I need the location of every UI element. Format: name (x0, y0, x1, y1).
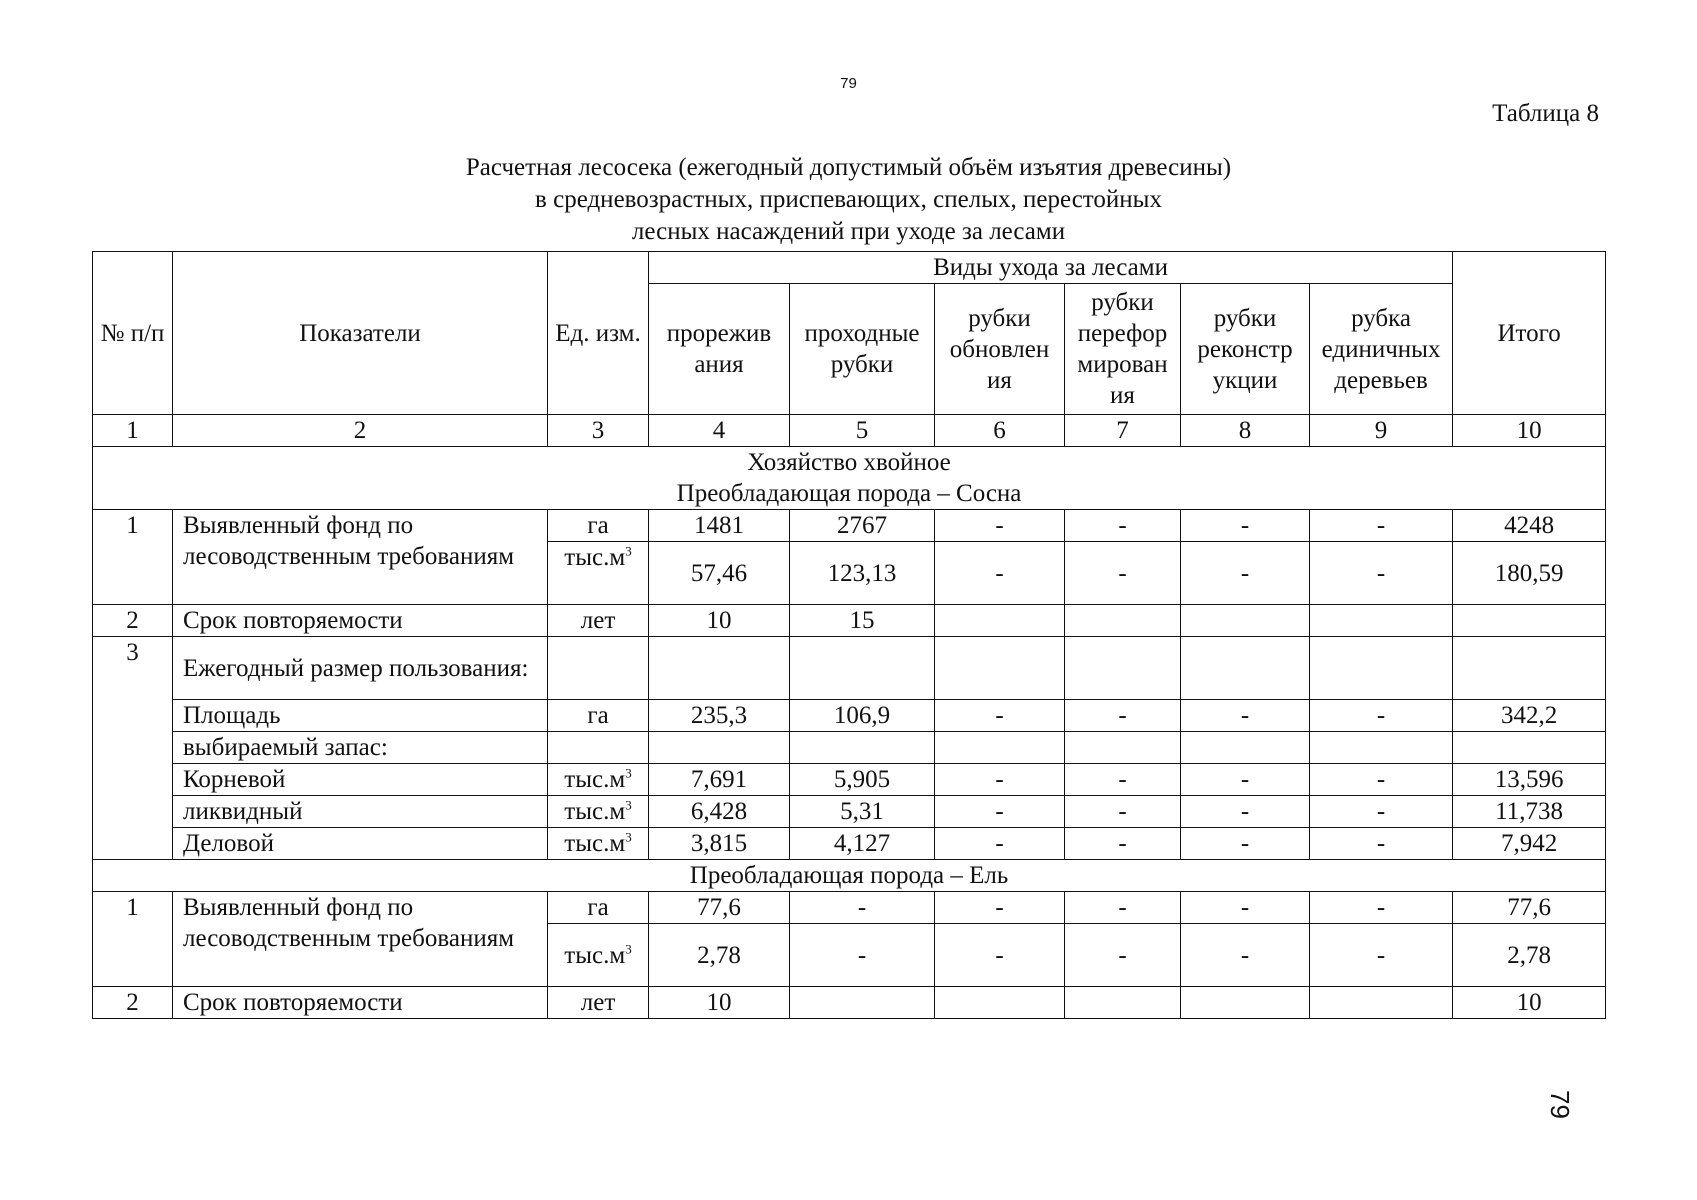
unit-cell: га (548, 892, 649, 924)
value-cell (790, 987, 935, 1019)
value-cell: - (1065, 924, 1181, 987)
value-cell: - (1065, 828, 1181, 860)
table-row (93, 764, 1606, 796)
row-label: Ежегодный размер пользования: (173, 637, 548, 700)
value-cell: 2,78 (1453, 924, 1606, 987)
value-cell: - (1310, 828, 1453, 860)
value-cell: - (1065, 700, 1181, 732)
value-cell: - (790, 892, 935, 924)
value-cell (935, 987, 1065, 1019)
value-cell (1181, 605, 1310, 637)
value-cell: - (1310, 764, 1453, 796)
value-cell (1181, 987, 1310, 1019)
section-farm: Хозяйство хвойное (747, 449, 951, 476)
row-label: Срок повторяемости (173, 987, 548, 1019)
value-cell (649, 732, 790, 764)
value-cell (1065, 605, 1181, 637)
value-cell: - (935, 892, 1065, 924)
header-col-renewal: рубки обновлен ия (935, 284, 1065, 415)
value-cell: - (1181, 828, 1310, 860)
row-label: Площадь (173, 700, 548, 732)
unit-cell (548, 764, 649, 796)
table-row (93, 700, 1606, 732)
value-cell (790, 732, 935, 764)
unit-cell: га (548, 700, 649, 732)
row-label: Срок повторяемости (173, 605, 548, 637)
unit-sup: 3 (625, 797, 632, 813)
page-number-side: 79 (1545, 1090, 1575, 1119)
row-num: 2 (93, 987, 173, 1019)
col-number: 8 (1181, 415, 1310, 447)
value-cell (1065, 987, 1181, 1019)
value-cell: - (935, 542, 1065, 605)
value-cell: - (1310, 924, 1453, 987)
value-cell: 4,127 (790, 828, 935, 860)
header-num: № п/п (93, 252, 173, 415)
unit-cell (548, 637, 649, 700)
unit-text: тыс.м (564, 544, 626, 571)
section-spruce: Преобладающая порода – Ель (93, 860, 1606, 892)
col-number: 5 (790, 415, 935, 447)
value-cell: 3,815 (649, 828, 790, 860)
col-number: 6 (935, 415, 1065, 447)
value-cell: 11,738 (1453, 796, 1606, 828)
value-cell: - (1181, 542, 1310, 605)
value-cell: 10 (649, 987, 790, 1019)
header-row (93, 252, 1606, 284)
col-number: 1 (93, 415, 173, 447)
col-number: 9 (1310, 415, 1453, 447)
value-cell: - (935, 828, 1065, 860)
section-pine: Преобладающая порода – Сосна (676, 480, 1022, 507)
value-cell (1310, 987, 1453, 1019)
value-cell: 13,596 (1453, 764, 1606, 796)
table-row (93, 605, 1606, 637)
value-cell (935, 637, 1065, 700)
value-cell: 342,2 (1453, 700, 1606, 732)
value-cell: 2,78 (649, 924, 790, 987)
value-cell: - (1065, 510, 1181, 542)
value-cell: 123,13 (790, 542, 935, 605)
unit-cell (548, 732, 649, 764)
section-row (93, 447, 1606, 510)
value-cell: - (1310, 796, 1453, 828)
value-cell: 2767 (790, 510, 935, 542)
value-cell: - (935, 700, 1065, 732)
value-cell (1453, 732, 1606, 764)
unit-sup: 3 (625, 543, 632, 559)
value-cell: - (1065, 796, 1181, 828)
header-col-single-trees: рубка единичных деревьев (1310, 284, 1453, 415)
value-cell: - (1310, 542, 1453, 605)
row-label: ликвидный (173, 796, 548, 828)
row-num: 2 (93, 605, 173, 637)
unit-cell: га (548, 510, 649, 542)
unit-cell (548, 796, 649, 828)
unit-sup: 3 (625, 829, 632, 845)
value-cell (1065, 732, 1181, 764)
value-cell (649, 637, 790, 700)
value-cell: 106,9 (790, 700, 935, 732)
header-unit: Ед. изм. (548, 252, 649, 415)
value-cell: 10 (649, 605, 790, 637)
value-cell: 7,942 (1453, 828, 1606, 860)
value-cell (1453, 605, 1606, 637)
value-cell: - (1181, 924, 1310, 987)
col-number: 4 (649, 415, 790, 447)
value-cell: - (1065, 764, 1181, 796)
value-cell (1310, 732, 1453, 764)
value-cell: 4248 (1453, 510, 1606, 542)
value-cell: 77,6 (1453, 892, 1606, 924)
value-cell: - (1181, 510, 1310, 542)
table-title (0, 152, 1697, 248)
row-num: 1 (93, 892, 173, 987)
unit-cell (548, 542, 649, 605)
value-cell: - (790, 924, 935, 987)
unit-text: тыс.м (564, 798, 626, 825)
table-row (93, 510, 1606, 542)
value-cell: - (935, 924, 1065, 987)
unit-cell (548, 924, 649, 987)
unit-cell: лет (548, 987, 649, 1019)
col-number: 7 (1065, 415, 1181, 447)
unit-sup: 3 (625, 941, 632, 957)
header-indicators: Показатели (173, 252, 548, 415)
value-cell: 57,46 (649, 542, 790, 605)
value-cell: 180,59 (1453, 542, 1606, 605)
table-row (93, 732, 1606, 764)
table-label: Таблица 8 (1492, 100, 1599, 127)
row-label: Корневой (173, 764, 548, 796)
value-cell: 5,31 (790, 796, 935, 828)
value-cell: - (935, 764, 1065, 796)
value-cell: 7,691 (649, 764, 790, 796)
header-group: Виды ухода за лесами (649, 252, 1453, 284)
value-cell: - (1181, 892, 1310, 924)
title-line: в средневозрастных, приспевающих, спелых, перестойных (535, 186, 1162, 213)
unit-text: тыс.м (564, 941, 626, 969)
row-label: Выявленный фонд по лесоводственным требованиям (173, 892, 548, 987)
value-cell: 5,905 (790, 764, 935, 796)
row-label: Выявленный фонд по лесоводственным требованиям (173, 510, 548, 605)
value-cell: - (1310, 892, 1453, 924)
table-row (93, 637, 1606, 700)
value-cell (1453, 637, 1606, 700)
value-cell (1065, 637, 1181, 700)
value-cell: - (935, 510, 1065, 542)
value-cell: 15 (790, 605, 935, 637)
value-cell (1181, 637, 1310, 700)
table-row (93, 987, 1606, 1019)
value-cell: 1481 (649, 510, 790, 542)
header-total: Итого (1453, 252, 1606, 415)
title-line: лесных насаждений при уходе за лесами (631, 218, 1066, 245)
row-label: выбираемый запас: (173, 732, 548, 764)
header-col-reformation: рубки перефор мирован ия (1065, 284, 1181, 415)
value-cell: 10 (1453, 987, 1606, 1019)
value-cell: 6,428 (649, 796, 790, 828)
row-num: 1 (93, 510, 173, 605)
col-number: 10 (1453, 415, 1606, 447)
header-col-passing: проходные рубки (790, 284, 935, 415)
header-col-reconstruction: рубки реконстр укции (1181, 284, 1310, 415)
unit-text: тыс.м (564, 830, 626, 857)
page-number-top: 79 (840, 75, 857, 92)
unit-text: тыс.м (564, 766, 626, 793)
value-cell: - (1310, 700, 1453, 732)
value-cell (1310, 605, 1453, 637)
title-line: Расчетная лесосека (ежегодный допустимый объём изъятия древесины) (465, 154, 1232, 181)
value-cell: - (935, 796, 1065, 828)
value-cell: - (1181, 700, 1310, 732)
value-cell (790, 637, 935, 700)
value-cell (1310, 637, 1453, 700)
row-num: 3 (93, 637, 173, 860)
value-cell: - (1181, 764, 1310, 796)
value-cell (935, 732, 1065, 764)
header-col-thinning: прорежив ания (649, 284, 790, 415)
value-cell: - (1065, 542, 1181, 605)
value-cell: 235,3 (649, 700, 790, 732)
table-row (93, 796, 1606, 828)
value-cell (935, 605, 1065, 637)
section-row (93, 860, 1606, 892)
table-row (93, 892, 1606, 924)
value-cell: - (1065, 892, 1181, 924)
unit-cell: лет (548, 605, 649, 637)
unit-sup: 3 (625, 765, 632, 781)
value-cell: - (1181, 796, 1310, 828)
col-number: 3 (548, 415, 649, 447)
value-cell (1181, 732, 1310, 764)
column-numbers-row (93, 415, 1606, 447)
col-number: 2 (173, 415, 548, 447)
section-farm-pine (93, 447, 1606, 510)
table-row (93, 828, 1606, 860)
value-cell: - (1310, 510, 1453, 542)
forest-cut-table (92, 251, 1606, 1019)
value-cell: 77,6 (649, 892, 790, 924)
unit-cell (548, 828, 649, 860)
row-label: Деловой (173, 828, 548, 860)
